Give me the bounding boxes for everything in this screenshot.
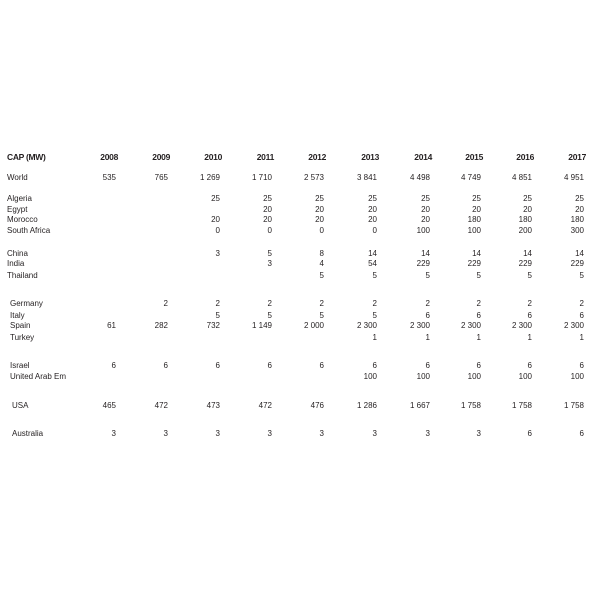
cell-world-2017: 4 951 <box>563 173 584 182</box>
cell-morocco-2012: 20 <box>315 215 324 224</box>
cell-india-2014: 229 <box>416 259 430 268</box>
cell-south-africa-2012: 0 <box>319 226 324 235</box>
cell-united-arab-em-2017: 100 <box>570 372 584 381</box>
cell-china-2011: 5 <box>267 249 272 258</box>
cell-israel-2012: 6 <box>319 361 324 370</box>
cell-world-2008: 535 <box>102 173 116 182</box>
cell-italy-2012: 5 <box>319 311 324 320</box>
cell-egypt-2016: 20 <box>523 205 532 214</box>
header-year-2010: 2010 <box>204 152 222 162</box>
cell-world-2016: 4 851 <box>511 173 532 182</box>
cell-usa-2010: 473 <box>206 401 220 410</box>
cell-australia-2009: 3 <box>163 429 168 438</box>
cell-spain-2015: 2 300 <box>460 321 481 330</box>
cell-india-2013: 54 <box>368 259 377 268</box>
cell-egypt-2017: 20 <box>575 205 584 214</box>
header-year-2009: 2009 <box>152 152 170 162</box>
cell-united-arab-em-2014: 100 <box>416 372 430 381</box>
cell-italy-2010: 5 <box>215 311 220 320</box>
cell-morocco-2011: 20 <box>263 215 272 224</box>
cell-australia-2015: 3 <box>476 429 481 438</box>
cell-usa-2011: 472 <box>258 401 272 410</box>
cell-algeria-2013: 25 <box>368 194 377 203</box>
cell-united-arab-em-2016: 100 <box>518 372 532 381</box>
cell-thailand-2012: 5 <box>319 271 324 280</box>
header-year-2011: 2011 <box>256 152 274 162</box>
cell-usa-2012: 476 <box>310 401 324 410</box>
cell-italy-2015: 6 <box>476 311 481 320</box>
cell-morocco-2015: 180 <box>467 215 481 224</box>
cell-spain-2008: 61 <box>107 321 116 330</box>
cell-south-africa-2015: 100 <box>467 226 481 235</box>
row-label-germany: Germany <box>10 299 43 308</box>
cell-india-2017: 229 <box>570 259 584 268</box>
cell-china-2012: 8 <box>319 249 324 258</box>
row-label-israel: Israel <box>10 361 30 370</box>
cell-australia-2014: 3 <box>425 429 430 438</box>
cell-south-africa-2011: 0 <box>267 226 272 235</box>
cell-italy-2016: 6 <box>527 311 532 320</box>
cell-spain-2013: 2 300 <box>356 321 377 330</box>
header-year-2013: 2013 <box>361 152 379 162</box>
cell-south-africa-2014: 100 <box>416 226 430 235</box>
header-year-2014: 2014 <box>414 152 432 162</box>
cell-spain-2010: 732 <box>206 321 220 330</box>
cell-germany-2016: 2 <box>527 299 532 308</box>
cell-turkey-2013: 1 <box>372 333 377 342</box>
cell-algeria-2012: 25 <box>315 194 324 203</box>
cell-algeria-2017: 25 <box>575 194 584 203</box>
cell-thailand-2017: 5 <box>579 271 584 280</box>
cell-italy-2013: 5 <box>372 311 377 320</box>
cell-china-2014: 14 <box>421 249 430 258</box>
header-year-2017: 2017 <box>568 152 586 162</box>
header-year-2012: 2012 <box>308 152 326 162</box>
cell-egypt-2014: 20 <box>421 205 430 214</box>
cell-usa-2016: 1 758 <box>511 401 532 410</box>
row-label-world: World <box>7 173 28 182</box>
cell-australia-2017: 6 <box>579 429 584 438</box>
cell-spain-2017: 2 300 <box>563 321 584 330</box>
cell-australia-2011: 3 <box>267 429 272 438</box>
cell-india-2011: 3 <box>267 259 272 268</box>
cell-germany-2015: 2 <box>476 299 481 308</box>
cell-egypt-2013: 20 <box>368 205 377 214</box>
cell-morocco-2013: 20 <box>368 215 377 224</box>
cell-thailand-2016: 5 <box>527 271 532 280</box>
cell-thailand-2013: 5 <box>372 271 377 280</box>
cell-australia-2012: 3 <box>319 429 324 438</box>
cell-morocco-2010: 20 <box>211 215 220 224</box>
cell-united-arab-em-2015: 100 <box>467 372 481 381</box>
cell-israel-2015: 6 <box>476 361 481 370</box>
cell-turkey-2016: 1 <box>527 333 532 342</box>
cell-south-africa-2010: 0 <box>215 226 220 235</box>
cell-israel-2010: 6 <box>215 361 220 370</box>
row-label-thailand: Thailand <box>7 271 38 280</box>
cell-germany-2009: 2 <box>163 299 168 308</box>
cell-morocco-2017: 180 <box>570 215 584 224</box>
cell-algeria-2014: 25 <box>421 194 430 203</box>
cell-spain-2016: 2 300 <box>511 321 532 330</box>
cell-india-2012: 4 <box>319 259 324 268</box>
cell-usa-2017: 1 758 <box>563 401 584 410</box>
cell-germany-2010: 2 <box>215 299 220 308</box>
row-label-united-arab-em: United Arab Em <box>10 372 67 381</box>
cell-china-2010: 3 <box>215 249 220 258</box>
cell-india-2016: 229 <box>518 259 532 268</box>
header-year-2016: 2016 <box>516 152 534 162</box>
row-label-egypt: Egypt <box>7 205 28 214</box>
cell-australia-2008: 3 <box>111 429 116 438</box>
row-label-morocco: Morocco <box>7 215 38 224</box>
cell-germany-2012: 2 <box>319 299 324 308</box>
cell-germany-2011: 2 <box>267 299 272 308</box>
cell-egypt-2012: 20 <box>315 205 324 214</box>
cell-usa-2008: 465 <box>102 401 116 410</box>
cell-world-2011: 1 710 <box>251 173 272 182</box>
cell-israel-2017: 6 <box>579 361 584 370</box>
cell-usa-2015: 1 758 <box>460 401 481 410</box>
cell-turkey-2015: 1 <box>476 333 481 342</box>
cell-south-africa-2013: 0 <box>372 226 377 235</box>
cell-south-africa-2016: 200 <box>518 226 532 235</box>
cell-israel-2009: 6 <box>163 361 168 370</box>
cell-australia-2010: 3 <box>215 429 220 438</box>
cell-turkey-2017: 1 <box>579 333 584 342</box>
cell-world-2014: 4 498 <box>409 173 430 182</box>
cell-israel-2014: 6 <box>425 361 430 370</box>
cell-israel-2016: 6 <box>527 361 532 370</box>
cell-thailand-2014: 5 <box>425 271 430 280</box>
cell-egypt-2015: 20 <box>472 205 481 214</box>
cell-australia-2013: 3 <box>372 429 377 438</box>
cell-thailand-2015: 5 <box>476 271 481 280</box>
cell-algeria-2015: 25 <box>472 194 481 203</box>
header-label: CAP (MW) <box>7 152 46 162</box>
cell-south-africa-2017: 300 <box>570 226 584 235</box>
cell-usa-2013: 1 286 <box>356 401 377 410</box>
cell-turkey-2014: 1 <box>425 333 430 342</box>
cell-china-2016: 14 <box>523 249 532 258</box>
cell-spain-2012: 2 000 <box>303 321 324 330</box>
cell-israel-2013: 6 <box>372 361 377 370</box>
row-label-usa: USA <box>12 401 29 410</box>
cell-germany-2017: 2 <box>579 299 584 308</box>
cell-spain-2014: 2 300 <box>409 321 430 330</box>
row-label-italy: Italy <box>10 311 25 320</box>
cell-world-2015: 4 749 <box>460 173 481 182</box>
cell-algeria-2011: 25 <box>263 194 272 203</box>
cell-germany-2014: 2 <box>425 299 430 308</box>
row-label-spain: Spain <box>10 321 31 330</box>
cell-israel-2008: 6 <box>111 361 116 370</box>
cell-australia-2016: 6 <box>527 429 532 438</box>
cell-italy-2011: 5 <box>267 311 272 320</box>
cell-italy-2017: 6 <box>579 311 584 320</box>
cell-united-arab-em-2013: 100 <box>363 372 377 381</box>
cell-morocco-2016: 180 <box>518 215 532 224</box>
header-year-2008: 2008 <box>100 152 118 162</box>
cell-morocco-2014: 20 <box>421 215 430 224</box>
cell-india-2015: 229 <box>467 259 481 268</box>
cell-algeria-2016: 25 <box>523 194 532 203</box>
row-label-australia: Australia <box>12 429 44 438</box>
row-label-turkey: Turkey <box>10 333 35 342</box>
cell-israel-2011: 6 <box>267 361 272 370</box>
cell-algeria-2010: 25 <box>211 194 220 203</box>
row-label-algeria: Algeria <box>7 194 32 203</box>
cell-world-2012: 2 573 <box>303 173 324 182</box>
cell-world-2010: 1 269 <box>199 173 220 182</box>
cell-spain-2011: 1 149 <box>251 321 272 330</box>
cell-china-2013: 14 <box>368 249 377 258</box>
cell-china-2017: 14 <box>575 249 584 258</box>
row-label-china: China <box>7 249 28 258</box>
header-year-2015: 2015 <box>465 152 483 162</box>
row-label-india: India <box>7 259 25 268</box>
cell-usa-2014: 1 667 <box>409 401 430 410</box>
cell-world-2013: 3 841 <box>356 173 377 182</box>
cell-germany-2013: 2 <box>372 299 377 308</box>
cell-egypt-2011: 20 <box>263 205 272 214</box>
cell-usa-2009: 472 <box>154 401 168 410</box>
cell-spain-2009: 282 <box>154 321 168 330</box>
cell-italy-2014: 6 <box>425 311 430 320</box>
cell-china-2015: 14 <box>472 249 481 258</box>
cell-world-2009: 765 <box>154 173 168 182</box>
row-label-south-africa: South Africa <box>7 226 51 235</box>
